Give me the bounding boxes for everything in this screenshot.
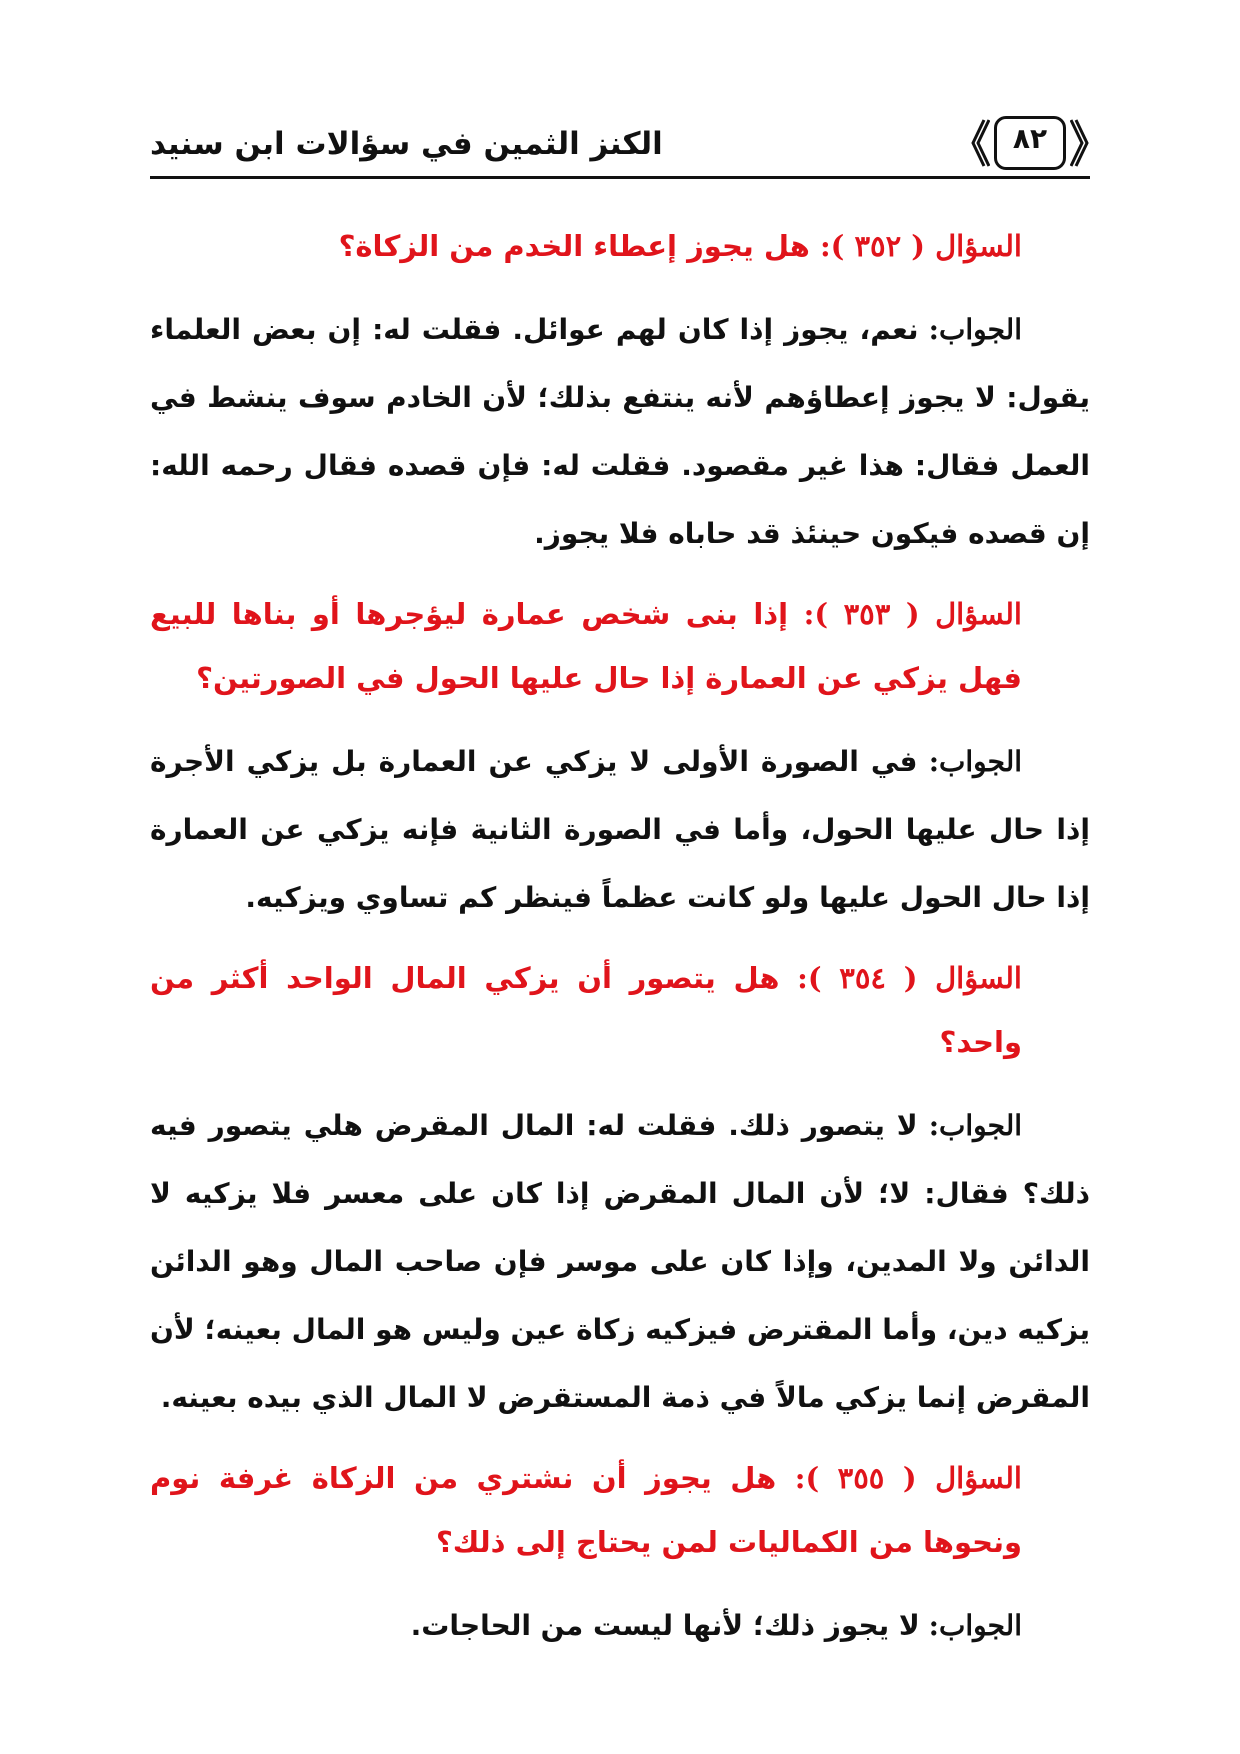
question-label: السؤال ( ٣٥٢ ): [819,229,1022,263]
question-label: السؤال ( ٣٥٤ ): [797,961,1022,995]
question-label: السؤال ( ٣٥٥ ): [794,1461,1022,1495]
answer-text: نعم، يجوز إذا كان لهم عوائل. فقلت له: إن بعض العلماء يقول: لا يجوز إعطاؤهم لأنه ينتفع بذلك؛ لأن الخادم سوف ينشط في العمل فقال: هذا غير مقصود. فقلت له: فإن قصده فقال رحمه الله: إن قصده فيكون حينئذ قد حاباه فلا يجوز. [150,313,1090,550]
question-355 [150,1446,1090,1574]
question-text: هل يتصور أن يزكي المال الواحد أكثر من واحد؟ [150,961,1022,1059]
page-number-badge [970,112,1090,174]
question-text: إذا بنى شخص عمارة ليؤجرها أو بناها للبيع فهل يزكي عن العمارة إذا حال عليها الحول في الصورتين؟ [150,597,1022,695]
answer-label: الجواب: [928,313,1022,346]
answer-354 [150,1092,1090,1432]
answer-label: الجواب: [928,1609,1022,1642]
question-353 [150,582,1090,710]
page-header [150,112,1090,180]
answer-label: الجواب: [928,1109,1023,1142]
answer-text: في الصورة الأولى لا يزكي عن العمارة بل يزكي الأجرة إذا حال عليها الحول، وأما في الصورة الثانية فإنه يزكي عن العمارة إذا حال الحول عليها ولو كانت عظماً فينظر كم تساوي ويزكيه. [150,745,1090,914]
question-text: هل يجوز أن نشتري من الزكاة غرفة نوم ونحوها من الكماليات لمن يحتاج إلى ذلك؟ [150,1461,1022,1559]
answer-353 [150,728,1090,932]
page-number: ٨٢ [1012,122,1048,155]
question-354 [150,946,1090,1074]
answer-text: لا يتصور ذلك. فقلت له: المال المقرض هلي يتصور فيه ذلك؟ فقال: لا؛ لأن المال المقرض إذا كان على معسر فلا يزكيه لا الدائن ولا المدين، وإذا كان على موسر فإن صاحب المال وهو الدائن يزكيه دين، وأما المقترض فيزكيه زكاة عين وليس هو المال بعينه؛ لأن المقرض إنما يزكي مالاً في ذمة المستقرض لا المال الذي بيده بعينه. [150,1109,1090,1414]
book-title: الكنز الثمين في سؤالات ابن سنيد [150,126,663,162]
left-ornament-icon [970,118,990,168]
answer-label: الجواب: [928,745,1023,778]
answer-text: لا يجوز ذلك؛ لأنها ليست من الحاجات. [410,1609,920,1642]
answer-355 [150,1592,1090,1660]
page-content [150,214,1090,1660]
right-ornament-icon [1070,118,1090,168]
question-text: هل يجوز إعطاء الخدم من الزكاة؟ [338,229,810,263]
header-divider [150,176,1090,179]
question-352 [150,214,1090,278]
question-label: السؤال ( ٣٥٣ ): [803,597,1022,631]
answer-352 [150,296,1090,568]
